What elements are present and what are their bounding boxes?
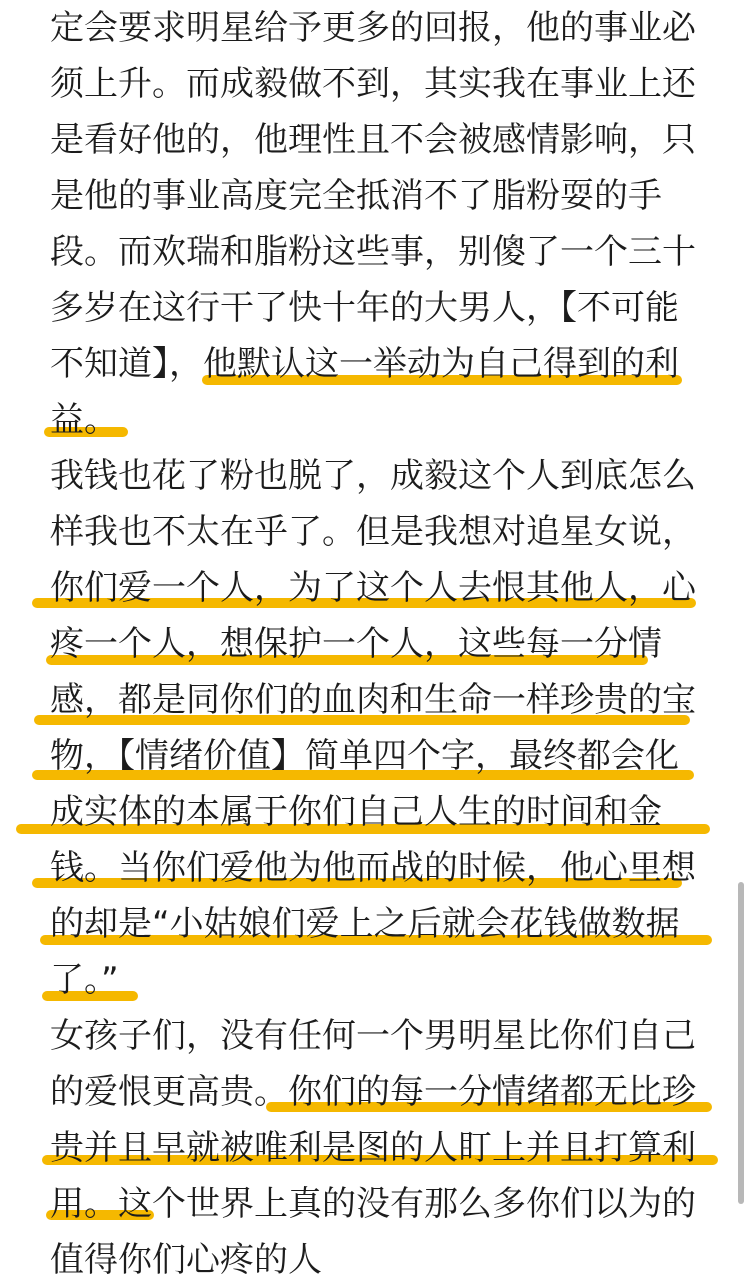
- text-line: 成实体的本属于你们自己人生的时间和金: [50, 792, 662, 832]
- text-line: 女孩子们，没有任何一个男明星比你们自己: [50, 1016, 696, 1056]
- text-line: 益。: [50, 400, 118, 440]
- text-line: 贵并且早就被唯利是图的人盯上并且打算利: [50, 1128, 696, 1168]
- text-line: 段。而欢瑞和脂粉这些事，别傻了一个三十: [50, 232, 696, 272]
- text-line: 感，都是同你们的血肉和生命一样珍贵的宝: [50, 680, 696, 720]
- text-line: 你们爱一个人，为了这个人去恨其他人，心: [50, 568, 696, 608]
- text-line: 钱。当你们爱他为他而战的时候，他心里想: [50, 848, 696, 888]
- text-line: 的却是“小姑娘们爱上之后就会花钱做数据: [50, 904, 680, 944]
- text-line: 值得你们心疼的人: [50, 1240, 322, 1280]
- text-line: 我钱也花了粉也脱了，成毅这个人到底怎么: [50, 456, 696, 496]
- text-line: 物，【情绪价值】简单四个字，最终都会化: [50, 736, 679, 776]
- text-line: 是看好他的，他理性且不会被感情影响，只: [50, 120, 696, 160]
- text-line: 须上升。而成毅做不到，其实我在事业上还: [50, 64, 696, 104]
- text-line: 定会要求明星给予更多的回报，他的事业必: [50, 8, 696, 48]
- text-line: 了。”: [50, 960, 119, 1000]
- scrollbar-thumb[interactable]: [738, 882, 744, 1204]
- text-line: 的爱恨更高贵。你们的每一分情绪都无比珍: [50, 1072, 696, 1112]
- article-body: [50, 0, 730, 1288]
- text-line: 用。这个世界上真的没有那么多你们以为的: [50, 1184, 696, 1224]
- text-line: 是他的事业高度完全抵消不了脂粉耍的手: [50, 176, 662, 216]
- text-line: 不知道】，他默认这一举动为自己得到的利: [50, 344, 679, 384]
- text-line: 多岁在这行干了快十年的大男人，【不可能: [50, 288, 679, 328]
- text-line: 疼一个人，想保护一个人，这些每一分情: [50, 624, 662, 664]
- text-line: 样我也不太在乎了。但是我想对追星女说，: [50, 512, 696, 552]
